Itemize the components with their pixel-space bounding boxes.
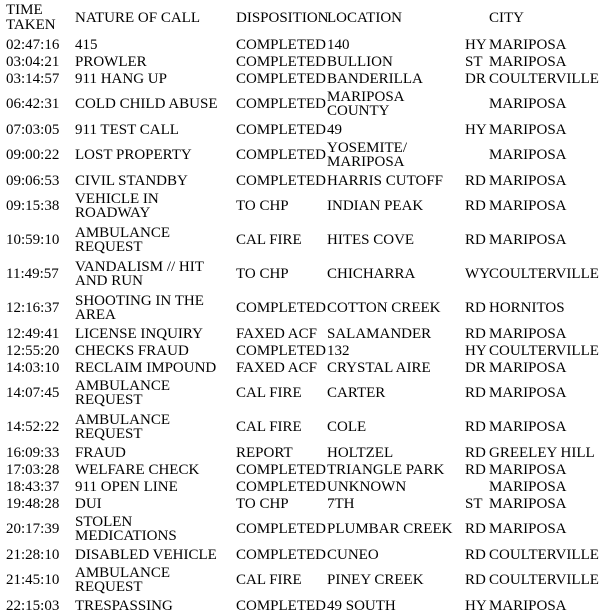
city-cell: MARIPOSA <box>489 198 567 214</box>
table-row <box>0 36 614 53</box>
table-row <box>0 512 614 546</box>
nature-of-call-cell: 415 <box>75 36 98 53</box>
nature-of-call-cell <box>75 379 170 407</box>
table-row <box>0 495 614 512</box>
city-cell: HORNITOS <box>489 300 565 316</box>
time-taken-cell: 21:45:10 <box>6 572 60 588</box>
location-cell-line: COUNTY <box>327 103 390 119</box>
time-taken-cell: 14:52:22 <box>6 419 60 435</box>
table-row <box>0 376 614 410</box>
location-cell: CHICHARRA <box>327 266 416 282</box>
nature-of-call-cell-line: VANDALISM // HIT <box>75 259 204 275</box>
city-cell: MARIPOSA <box>489 461 567 478</box>
nature-of-call-cell-line: ROADWAY <box>75 205 151 221</box>
location-cell <box>327 141 407 169</box>
location-cell-line: YOSEMITE/ <box>327 140 407 156</box>
header-location: LOCATION <box>327 10 402 26</box>
nature-of-call-cell <box>75 260 204 288</box>
time-taken-cell: 09:15:38 <box>6 198 60 214</box>
disposition-cell: TO CHP <box>236 266 289 282</box>
city-cell: MARIPOSA <box>489 359 567 376</box>
disposition-cell: COMPLETED <box>236 461 326 478</box>
time-taken-cell: 09:00:22 <box>6 147 60 163</box>
city-cell: COULTERVILLE <box>489 342 599 359</box>
time-taken-cell: 14:07:45 <box>6 385 60 401</box>
location-cell: CUNEO <box>327 546 379 563</box>
city-cell: MARIPOSA <box>489 147 567 163</box>
nature-of-call-cell <box>75 566 170 594</box>
city-cell: MARIPOSA <box>489 419 567 435</box>
time-taken-cell: 12:16:37 <box>6 300 60 316</box>
nature-of-call-cell-line: AND RUN <box>75 273 143 289</box>
nature-of-call-cell-line: AMBULANCE <box>75 412 171 428</box>
street-suffix-cell: RD <box>465 444 486 461</box>
city-cell: MARIPOSA <box>489 36 567 53</box>
location-cell: 49 SOUTH <box>327 597 396 614</box>
city-cell: MARIPOSA <box>489 385 567 401</box>
location-cell: INDIAN PEAK <box>327 198 424 214</box>
city-cell: COULTERVILLE <box>489 572 599 588</box>
street-suffix-cell: RD <box>465 172 486 189</box>
table-row <box>0 138 614 172</box>
nature-of-call-cell-line: REQUEST <box>75 579 143 595</box>
city-cell: MARIPOSA <box>489 597 567 614</box>
street-suffix-cell: RD <box>465 461 486 478</box>
nature-of-call-cell: 911 OPEN LINE <box>75 478 178 495</box>
header-disposition: DISPOSITION <box>236 10 329 26</box>
location-cell: HARRIS CUTOFF <box>327 172 444 189</box>
disposition-cell: COMPLETED <box>236 478 326 495</box>
city-cell: COULTERVILLE <box>489 546 599 563</box>
disposition-cell: COMPLETED <box>236 96 326 112</box>
nature-of-call-cell: DUI <box>75 495 102 512</box>
time-taken-cell: 21:28:10 <box>6 546 60 563</box>
nature-of-call-cell: CIVIL STANDBY <box>75 172 188 189</box>
nature-of-call-cell-line: STOLEN <box>75 514 133 530</box>
table-row <box>0 359 614 376</box>
time-taken-cell: 17:03:28 <box>6 461 60 478</box>
street-suffix-cell: RD <box>465 385 486 401</box>
disposition-cell: COMPLETED <box>236 546 326 563</box>
disposition-cell: COMPLETED <box>236 147 326 163</box>
nature-of-call-cell: WELFARE CHECK <box>75 461 200 478</box>
disposition-cell: TO CHP <box>236 495 289 512</box>
time-taken-cell: 06:42:31 <box>6 96 60 112</box>
location-cell: UNKNOWN <box>327 478 407 495</box>
street-suffix-cell: HY <box>465 342 487 359</box>
city-cell: MARIPOSA <box>489 96 567 112</box>
city-cell: MARIPOSA <box>489 495 567 512</box>
time-taken-cell: 12:49:41 <box>6 325 60 342</box>
nature-of-call-cell: 911 TEST CALL <box>75 121 179 138</box>
table-row <box>0 223 614 257</box>
disposition-cell: COMPLETED <box>236 172 326 189</box>
city-cell: GREELEY HILL <box>489 444 595 461</box>
city-cell: MARIPOSA <box>489 172 567 189</box>
disposition-cell: COMPLETED <box>236 521 326 537</box>
disposition-cell: COMPLETED <box>236 70 326 87</box>
nature-of-call-cell: CHECKS FRAUD <box>75 342 189 359</box>
street-suffix-cell: RD <box>465 232 486 248</box>
street-suffix-cell: RD <box>465 325 486 342</box>
location-cell: BULLION <box>327 53 393 70</box>
street-suffix-cell: HY <box>465 36 487 53</box>
table-row <box>0 342 614 359</box>
table-row <box>0 410 614 444</box>
nature-of-call-cell <box>75 294 204 322</box>
table-row <box>0 172 614 189</box>
street-suffix-cell: WY <box>465 266 490 282</box>
city-cell: MARIPOSA <box>489 53 567 70</box>
table-row <box>0 53 614 70</box>
disposition-cell: FAXED ACF <box>236 359 317 376</box>
nature-of-call-cell: TRESPASSING <box>75 597 173 614</box>
location-cell: TRIANGLE PARK <box>327 461 445 478</box>
street-suffix-cell: RD <box>465 300 486 316</box>
disposition-cell: REPORT <box>236 444 293 461</box>
location-cell: BANDERILLA <box>327 70 423 87</box>
location-cell: CRYSTAL AIRE <box>327 359 431 376</box>
table-row <box>0 189 614 223</box>
nature-of-call-cell-line: REQUEST <box>75 426 143 442</box>
disposition-cell: CAL FIRE <box>236 232 302 248</box>
table-row <box>0 461 614 478</box>
city-cell: MARIPOSA <box>489 121 567 138</box>
nature-of-call-cell <box>75 226 170 254</box>
header-row <box>0 0 614 36</box>
header-time-line1: TIME <box>6 2 43 18</box>
nature-of-call-cell: 911 HANG UP <box>75 70 167 87</box>
street-suffix-cell: DR <box>465 359 486 376</box>
table-row <box>0 444 614 461</box>
table-row <box>0 87 614 121</box>
street-suffix-cell: ST <box>465 495 483 512</box>
table-row <box>0 563 614 597</box>
time-taken-cell: 03:14:57 <box>6 70 60 87</box>
time-taken-cell: 18:43:37 <box>6 478 60 495</box>
location-cell <box>327 90 405 118</box>
header-time-line2: TAKEN <box>6 17 56 33</box>
nature-of-call-cell <box>75 192 159 220</box>
nature-of-call-cell-line: REQUEST <box>75 392 143 408</box>
location-cell: COTTON CREEK <box>327 300 441 316</box>
disposition-cell: CAL FIRE <box>236 385 302 401</box>
location-cell: HITES COVE <box>327 232 415 248</box>
location-cell-line: MARIPOSA <box>327 89 405 105</box>
header-city: CITY <box>489 10 524 26</box>
table-row <box>0 291 614 325</box>
table-row <box>0 70 614 87</box>
location-cell: CARTER <box>327 385 386 401</box>
time-taken-cell: 14:03:10 <box>6 359 60 376</box>
city-cell: MARIPOSA <box>489 521 567 537</box>
street-suffix-cell: RD <box>465 521 486 537</box>
disposition-cell: COMPLETED <box>236 36 326 53</box>
city-cell: COULTERVILLE <box>489 266 599 282</box>
location-cell: 7TH <box>327 495 355 512</box>
street-suffix-cell: DR <box>465 70 486 87</box>
city-cell: COULTERVILLE <box>489 70 599 87</box>
disposition-cell: COMPLETED <box>236 342 326 359</box>
time-taken-cell: 20:17:39 <box>6 521 60 537</box>
time-taken-cell: 19:48:28 <box>6 495 60 512</box>
nature-of-call-cell <box>75 413 170 441</box>
nature-of-call-cell-line: AMBULANCE <box>75 225 171 241</box>
table-row <box>0 257 614 291</box>
table-row <box>0 597 614 614</box>
street-suffix-cell: RD <box>465 572 486 588</box>
disposition-cell: FAXED ACF <box>236 325 317 342</box>
nature-of-call-cell-line: AMBULANCE <box>75 378 171 394</box>
nature-of-call-cell-line: VEHICLE IN <box>75 191 159 207</box>
disposition-cell: COMPLETED <box>236 597 326 614</box>
location-cell: 49 <box>327 121 342 138</box>
street-suffix-cell: RD <box>465 546 486 563</box>
location-cell: HOLTZEL <box>327 444 394 461</box>
table-row <box>0 121 614 138</box>
street-suffix-cell: ST <box>465 53 483 70</box>
nature-of-call-cell <box>75 515 177 543</box>
time-taken-cell: 16:09:33 <box>6 444 60 461</box>
nature-of-call-cell-line: SHOOTING IN THE <box>75 293 204 309</box>
nature-of-call-cell-line: MEDICATIONS <box>75 528 177 544</box>
disposition-cell: COMPLETED <box>236 53 326 70</box>
time-taken-cell: 07:03:05 <box>6 121 60 138</box>
nature-of-call-cell: DISABLED VEHICLE <box>75 546 217 563</box>
street-suffix-cell: HY <box>465 597 487 614</box>
street-suffix-cell: HY <box>465 121 487 138</box>
city-cell: MARIPOSA <box>489 325 567 342</box>
table-row <box>0 478 614 495</box>
nature-of-call-cell: FRAUD <box>75 444 126 461</box>
disposition-cell: COMPLETED <box>236 121 326 138</box>
city-cell: MARIPOSA <box>489 232 567 248</box>
time-taken-cell: 03:04:21 <box>6 53 60 70</box>
location-cell: SALAMANDER <box>327 325 432 342</box>
nature-of-call-cell-line: AMBULANCE <box>75 565 171 581</box>
time-taken-cell: 10:59:10 <box>6 232 60 248</box>
location-cell-line: MARIPOSA <box>327 154 405 170</box>
header-time-taken <box>6 3 56 33</box>
location-cell: 132 <box>327 342 350 359</box>
nature-of-call-cell: COLD CHILD ABUSE <box>75 96 218 112</box>
nature-of-call-cell: PROWLER <box>75 53 147 70</box>
time-taken-cell: 02:47:16 <box>6 36 60 53</box>
nature-of-call-cell: RECLAIM IMPOUND <box>75 359 217 376</box>
street-suffix-cell: RD <box>465 419 486 435</box>
time-taken-cell: 11:49:57 <box>6 266 59 282</box>
header-nature-of-call: NATURE OF CALL <box>75 10 201 26</box>
time-taken-cell: 22:15:03 <box>6 597 60 614</box>
disposition-cell: CAL FIRE <box>236 419 302 435</box>
nature-of-call-cell-line: AREA <box>75 307 116 323</box>
table-row <box>0 546 614 563</box>
location-cell: 140 <box>327 36 350 53</box>
location-cell: PINEY CREEK <box>327 572 424 588</box>
location-cell: COLE <box>327 419 367 435</box>
table-row <box>0 325 614 342</box>
nature-of-call-cell: LOST PROPERTY <box>75 147 192 163</box>
location-cell: PLUMBAR CREEK <box>327 521 453 537</box>
disposition-cell: TO CHP <box>236 198 289 214</box>
disposition-cell: COMPLETED <box>236 300 326 316</box>
city-cell: MARIPOSA <box>489 478 567 495</box>
disposition-cell: CAL FIRE <box>236 572 302 588</box>
nature-of-call-cell-line: REQUEST <box>75 239 143 255</box>
time-taken-cell: 12:55:20 <box>6 342 60 359</box>
nature-of-call-cell: LICENSE INQUIRY <box>75 325 203 342</box>
time-taken-cell: 09:06:53 <box>6 172 60 189</box>
street-suffix-cell: RD <box>465 198 486 214</box>
